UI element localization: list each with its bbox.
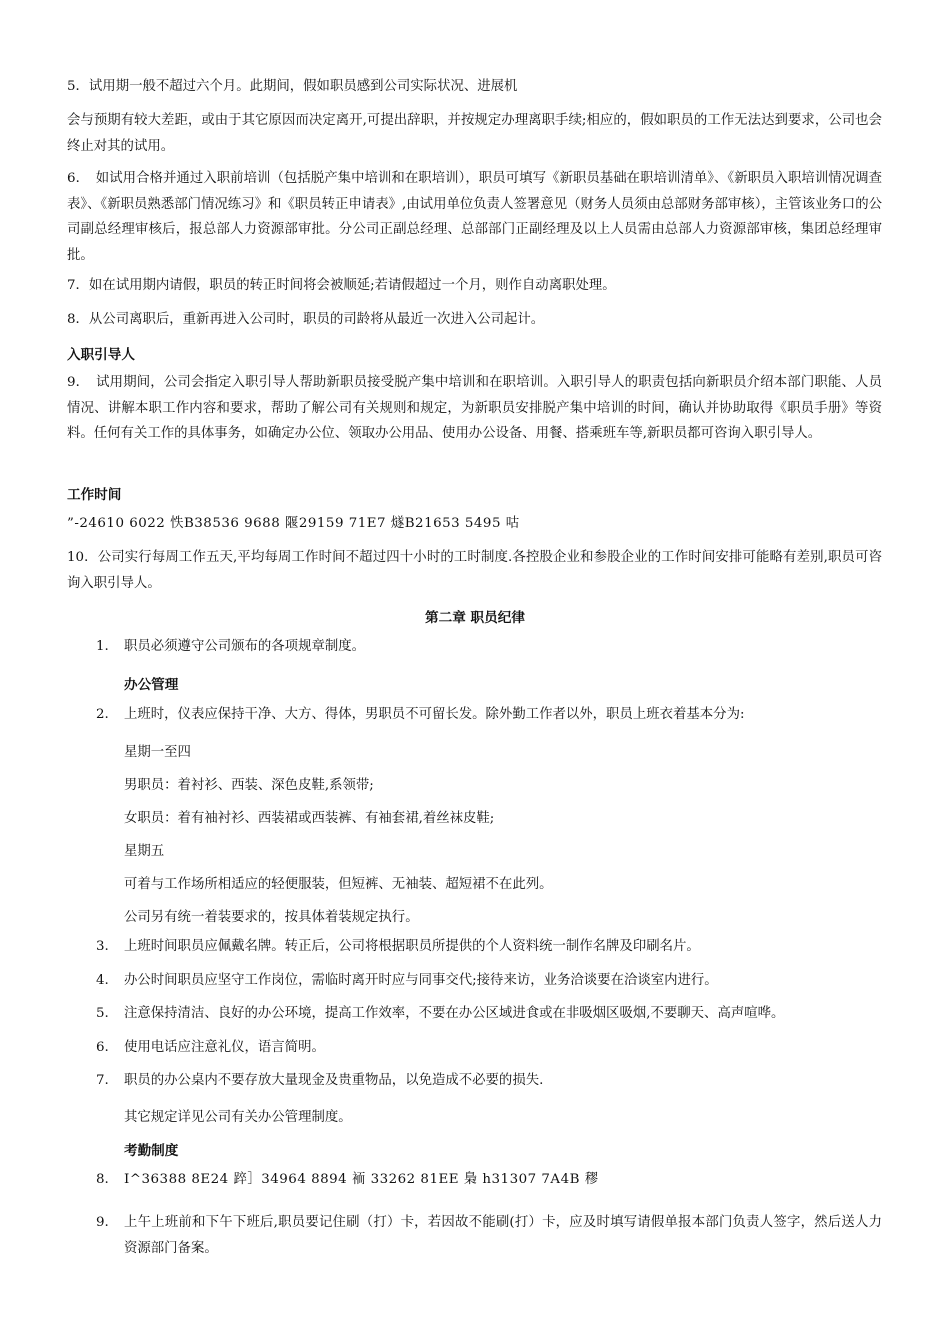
dress-friday: 星期五 — [124, 844, 165, 859]
chapter-title: 第二章 职员纪律 — [425, 610, 525, 626]
list-item-4-number: 4. — [96, 973, 109, 988]
heading-office-management: 办公管理 — [124, 677, 179, 693]
list-item-6-text: 使用电话应注意礼仪，语言简明。 — [124, 1040, 325, 1055]
office-other-rules: 其它规定详见公司有关办公管理制度。 — [124, 1110, 352, 1125]
paragraph-8: 8．从公司离职后，重新再进入公司时，职员的司龄将从最近一次进入公司起计。 — [67, 312, 545, 327]
list-item-2-number: 2. — [96, 707, 109, 722]
list-item-8-text: I^36388 8E24 踤］34964 8894 袻 33262 81EE 梟 h31307 7A4B 穋 — [124, 1172, 599, 1187]
dress-female: 女职员：着有袖衬衫、西装裙或西装裤、有袖套裙,着丝袜皮鞋; — [124, 811, 495, 826]
list-item-9-number: 9. — [96, 1215, 109, 1230]
list-item-4-text: 办公时间职员应坚守工作岗位，需临时离开时应与同事交代;接待来访，业务洽谈要在洽谈室内进行。 — [124, 973, 718, 988]
paragraph-6: 6． 如试用合格并通过入职前培训（包括脱产集中培训和在职培训），职员可填写《新职员基础在职培训清单》、《新职员入职培训情况调查表》、《新职员熟悉部门情况练习》和《职员转正申请表》,由试用单位负责人签署意见（财务人员须由总部财务部审核），主管该业务口的公司副总经理审核后，报总部人力资源部审批。分公司正副总经理、总部部门正副经理及以上人员需由总部人力资源部审核，集团总经理审批。 — [67, 171, 882, 263]
list-item-7-number: 7. — [96, 1073, 109, 1088]
list-item-1-number: 1. — [96, 639, 109, 654]
paragraph-7: 7．如在试用期内请假，职员的转正时间将会被顺延;若请假超过一个月，则作自动离职处理。 — [67, 278, 616, 293]
heading-onboarding-guide: 入职引导人 — [67, 347, 135, 363]
list-item-5-number: 5. — [96, 1006, 109, 1021]
dress-monday-thursday: 星期一至四 — [124, 745, 191, 760]
list-item-1-text: 职员必须遵守公司颁布的各项规章制度。 — [124, 639, 366, 654]
heading-attendance: 考勤制度 — [124, 1143, 179, 1159]
list-item-9-text: 上午上班前和下午下班后,职员要记住刷（打）卡，若因故不能刷(打）卡，应及时填写请假单报本部门负责人签字，然后送人力资源部门备案。 — [124, 1215, 882, 1256]
list-item-3-text: 上班时间职员应佩戴名牌。转正后，公司将根据职员所提供的个人资料统一制作名牌及印刷名片。 — [124, 939, 700, 954]
heading-work-time: 工作时间 — [67, 487, 122, 503]
paragraph-5-line-1: 5．试用期一般不超过六个月。此期间，假如职员感到公司实际状况、进展机 — [67, 79, 518, 94]
list-item-3-number: 3. — [96, 939, 109, 954]
garbled-line-1: ”-24610 6022 怢B38536 9688 隁29159 71E7 燧B21653 5495 咕 — [67, 516, 520, 531]
dress-male: 男职员：着衬衫、西装、深色皮鞋,系领带; — [124, 778, 374, 793]
list-item-6-number: 6. — [96, 1040, 109, 1055]
paragraph-9: 9． 试用期间，公司会指定入职引导人帮助新职员接受脱产集中培训和在职培训。入职引导人的职责包括向新职员介绍本部门职能、人员情况、讲解本职工作内容和要求，帮助了解公司有关规则和规定，为新职员安排脱产集中培训的时间，确认并协助取得《职员手册》等资料。任何有关工作的具体事务，如确定办公位、领取办公用品、使用办公设备、用餐、搭乘班车等,新职员都可咨询入职引导人。 — [67, 375, 882, 441]
paragraph-5-continuation: 会与预期有较大差距，或由于其它原因而决定离开,可提出辞职，并按规定办理离职手续;相应的，假如职员的工作无法达到要求，公司也会终止对其的试用。 — [67, 113, 882, 154]
dress-casual: 可着与工作场所相适应的轻便服装，但短裤、无袖装、超短裙不在此列。 — [124, 877, 553, 892]
list-item-5-text: 注意保持清洁、良好的办公环境，提高工作效率，不要在办公区域进食或在非吸烟区吸烟,不要聊天、高声喧哗。 — [124, 1006, 785, 1021]
dress-uniform: 公司另有统一着装要求的，按具体着装规定执行。 — [124, 910, 419, 925]
list-item-7-text: 职员的办公桌内不要存放大量现金及贵重物品，以免造成不必要的损失. — [124, 1073, 544, 1088]
list-item-8-number: 8. — [96, 1172, 109, 1187]
list-item-2-text: 上班时，仪表应保持干净、大方、得体，男职员不可留长发。除外勤工作者以外，职员上班衣着基本分为: — [124, 707, 745, 722]
paragraph-10: 10．公司实行每周工作五天,平均每周工作时间不超过四十小时的工时制度.各控股企业和参股企业的工作时间安排可能略有差别,职员可咨询入职引导人。 — [67, 550, 882, 591]
